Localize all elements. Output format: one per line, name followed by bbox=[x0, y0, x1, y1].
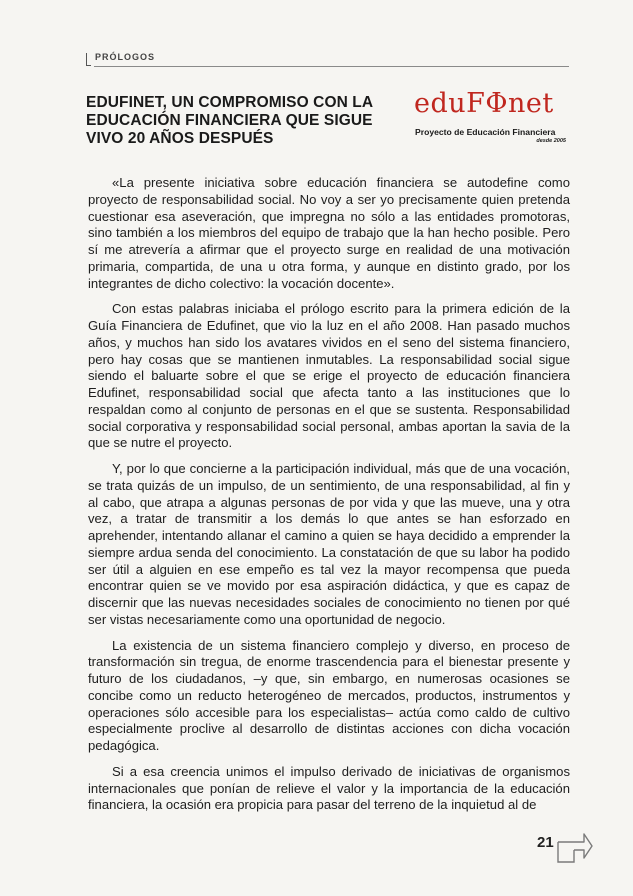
title-line: EDUCACIÓN FINANCIERA QUE SIGUE bbox=[86, 112, 373, 129]
chapter-title bbox=[86, 94, 386, 148]
title-line: VIVO 20 AÑOS DESPUÉS bbox=[86, 130, 274, 147]
paragraph: Y, por lo que concierne a la participación individual, más que de una vocación, se trata quizás de un impulso, de un sentimiento, de una responsabilidad, al fin y al cabo, que atrapa a algunas personas de por vida y que las mueve, una y otra vez, a tratar de transmitir a los demás lo que antes se han esforzado en aprehender, intentando allanar el camino a quien se haya decidido a emprender la siempre ardua senda del conocimiento. La constatación de que su labor ha podido ser útil a alguien en ese empeño es tal vez la mayor recompensa que pueda encontrar quien se ve movido por esa aspiración didáctica, y que es capaz de discernir que las nuevas necesidades sociales de conocimiento no tienen por qué ser vistas necesariamente como una oportunidad de negocio. bbox=[88, 461, 570, 627]
section-label: PRÓLOGOS bbox=[95, 52, 156, 62]
logo-subtitle: Proyecto de Educación Financiera bbox=[415, 127, 556, 137]
body-text bbox=[88, 175, 570, 823]
paragraph: La existencia de un sistema financiero complejo y diverso, en proceso de transformación sin tregua, de enorme trascendencia para el bienestar presente y futuro de los ciudadanos, –y que, sin embargo, en numerosas ocasiones se concibe como un reducto heterogéneo de mercados, productos, instrumentos y operaciones sólo accesible para los especialistas– actúa como caldo de cultivo especialmente proclive al desarrollo de distintas acciones con dicha vocación pedagógica. bbox=[88, 637, 570, 753]
running-header bbox=[86, 51, 569, 67]
paragraph: Con estas palabras iniciaba el prólogo escrito para la primera edición de la Guía Financiera de Edufinet, que vio la luz en el año 2008. Han pasado muchos años, y muchos han sido los avatares vividos en el seno del sistema financiero, pero hay cosas que se mantienen inmutables. La responsabilidad social sigue siendo el baluarte sobre el que se erige el proyecto de educación financiera Edufinet, responsabilidad social que afecta tanto a las instituciones que lo respaldan como al conjunto de personas en el que se sustenta. Responsabilidad social corporativa y responsabilidad social personal, ambas aportan la savia de la que se nutre el proyecto. bbox=[88, 301, 570, 451]
logo-wordmark: eduFΦnet bbox=[414, 88, 554, 119]
edufinet-logo bbox=[410, 88, 570, 150]
header-rule bbox=[94, 66, 569, 67]
title-line: EDUFINET, UN COMPROMISO CON LA bbox=[86, 94, 374, 111]
page-turn-arrow-icon bbox=[554, 828, 594, 868]
page-number: 21 bbox=[537, 834, 554, 851]
paragraph: Si a esa creencia unimos el impulso derivado de iniciativas de organismos internacionales que ponían de relieve el valor y la importancia de la educación financiera, la ocasión era propicia para pasar del terreno de la inquietud al de bbox=[88, 763, 570, 813]
header-bracket bbox=[86, 53, 91, 66]
paragraph: «La presente iniciativa sobre educación financiera se autodefine como proyecto de responsabilidad social. No voy a ser yo precisamente quien pretenda cuestionar esa aseveración, que impregna no sólo a las entidades promotoras, sino también a los miembros del equipo de trabajo que la han hecho posible. Pero sí me atrevería a afirmar que el proyecto surge en realidad de una motivación primaria, compartida, de una u otra forma, y aunque en distinto grado, por los integrantes de dicho colectivo: la vocación docente». bbox=[88, 175, 570, 291]
logo-since: desde 2005 bbox=[536, 138, 566, 144]
